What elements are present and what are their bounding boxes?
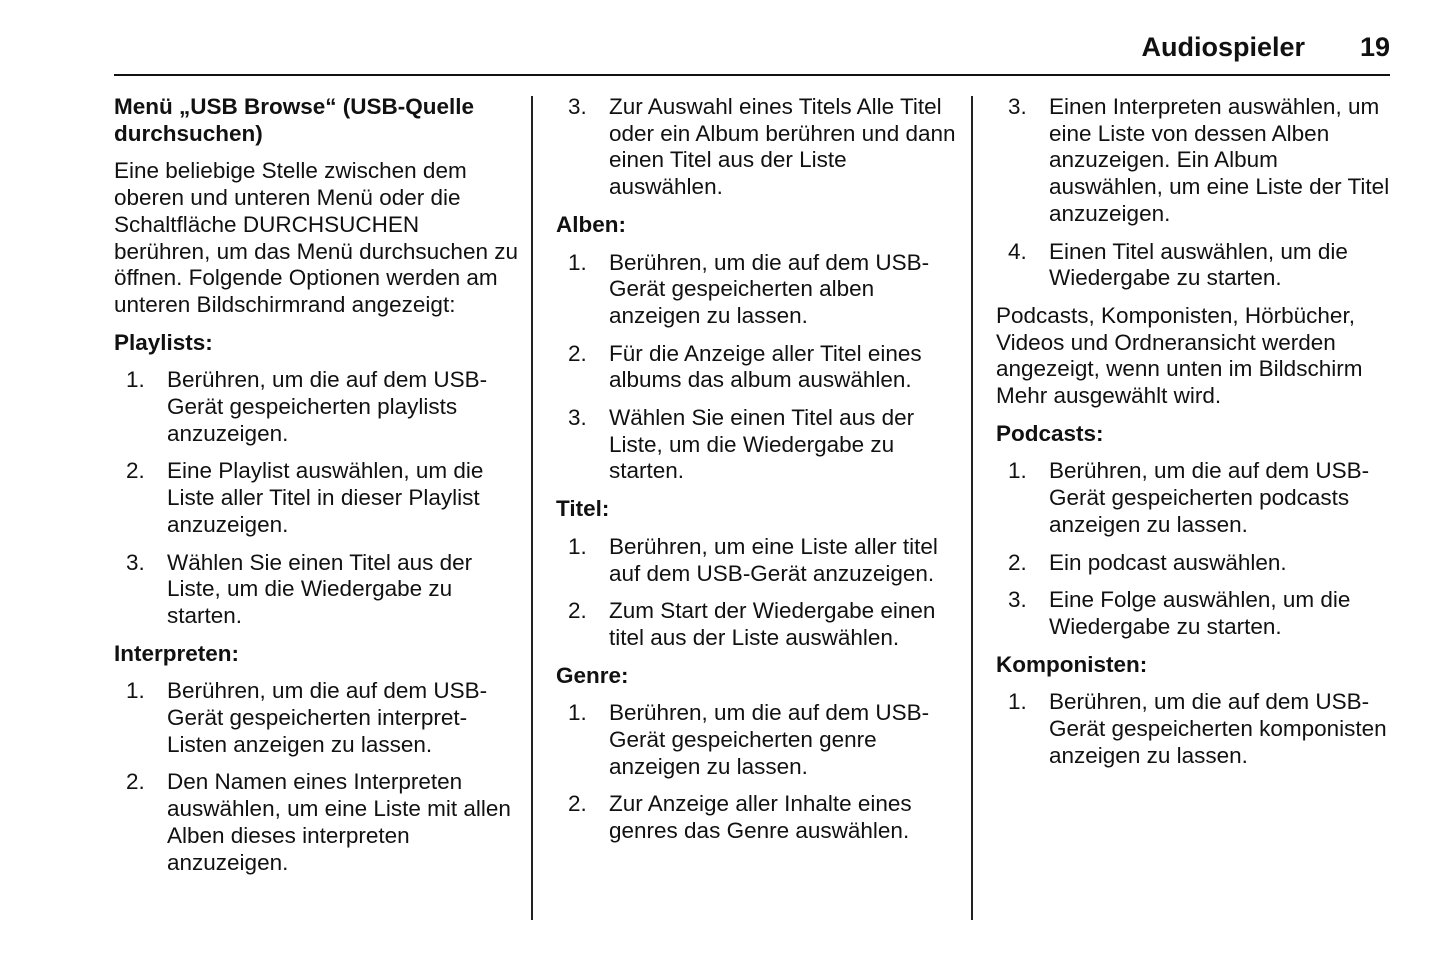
usb-browse-heading: Menü „USB Browse“ (USB-Quelle durchsuchen) <box>114 94 475 146</box>
page-number: 19 <box>1359 32 1390 62</box>
column-2 <box>556 94 960 856</box>
podcasts-steps <box>996 458 1396 640</box>
list-item <box>556 534 960 587</box>
step-text: Eine Folge auswählen, um die Wiedergabe zu starten. <box>1049 587 1351 639</box>
step-text: Zur Anzeige aller Inhalte eines genres das Genre auswählen. <box>609 791 912 844</box>
list-item <box>556 791 960 844</box>
playlists-heading: Playlists: <box>114 329 213 355</box>
alben-heading: Alben: <box>556 211 626 237</box>
alben-steps <box>556 250 960 486</box>
genre-steps <box>556 700 960 845</box>
step-number: 1. <box>568 700 587 726</box>
step-text: Berühren, um die auf dem USB-Gerät gespeicherten playlists anzuzeigen. <box>167 367 488 446</box>
step-number: 3. <box>1008 587 1027 613</box>
list-item <box>556 700 960 780</box>
step-number: 2. <box>568 340 587 366</box>
step-text: Berühren, um die auf dem USB-Gerät gespeicherten komponisten anzeigen zu lassen. <box>1049 689 1387 768</box>
genre-heading: Genre: <box>556 662 629 688</box>
list-item <box>996 587 1396 640</box>
step-number: 3. <box>126 549 145 575</box>
step-number: 2. <box>126 769 145 795</box>
column-divider <box>971 96 973 920</box>
list-item <box>996 550 1396 577</box>
step-number: 2. <box>568 791 587 817</box>
step-text: Eine Playlist auswählen, um die Liste aller Titel in dieser Playlist anzuzeigen. <box>167 458 484 537</box>
interpreten-steps-continued <box>556 94 960 201</box>
list-item <box>996 689 1396 769</box>
more-options-note: Podcasts, Komponisten, Hörbücher, Videos und Ordneransicht werden angezeigt, wenn unten im Bildschirm Mehr ausgewählt wird. <box>996 302 1363 409</box>
list-item <box>996 94 1396 228</box>
list-item <box>556 250 960 330</box>
step-number: 2. <box>126 458 145 484</box>
list-item <box>556 405 960 485</box>
step-number: 3. <box>1008 94 1027 119</box>
step-number: 3. <box>568 94 587 119</box>
step-text: Zur Auswahl eines Titels Alle Titel oder ein Album berühren und dann einen Titel aus der Liste auswählen. <box>609 94 956 200</box>
step-number: 1. <box>126 678 145 704</box>
interpreten-heading: Interpreten: <box>114 640 240 666</box>
page-header <box>114 28 1390 76</box>
step-text: Berühren, um die auf dem USB-Gerät gespeicherten alben anzeigen zu lassen. <box>609 249 930 328</box>
step-text: Den Namen eines Interpreten auswählen, um eine Liste mit allen Alben dieses interpreten anzuzeigen. <box>167 769 511 875</box>
interpreten-steps-continued <box>996 94 1396 292</box>
step-text: Ein podcast auswählen. <box>1049 549 1287 575</box>
podcasts-heading: Podcasts: <box>996 420 1104 446</box>
column-divider <box>531 96 533 920</box>
step-text: Einen Interpreten auswählen, um eine Liste von dessen Alben anzuzeigen. Ein Album auswählen, um eine Liste der Titel anzuzeigen. <box>1049 94 1390 226</box>
list-item <box>114 769 518 876</box>
intro-paragraph: Eine beliebige Stelle zwischen dem oberen und unteren Menü oder die Schaltfläche DURCHSUCHEN berühren, um das Menü durchsuchen zu öffnen. Folgende Optionen werden am unteren Bildschirmrand angezeigt: <box>114 158 518 317</box>
list-item <box>114 678 518 758</box>
list-item <box>114 550 518 630</box>
step-text: Einen Titel auswählen, um die Wiedergabe zu starten. <box>1049 238 1348 291</box>
list-item <box>996 458 1396 538</box>
step-text: Berühren, um die auf dem USB-Gerät gespeicherten interpret-Listen anzeigen zu lassen. <box>167 678 488 757</box>
list-item <box>114 458 518 538</box>
step-number: 1. <box>568 533 587 559</box>
step-text: Zum Start der Wiedergabe einen titel aus der Liste auswählen. <box>609 598 936 650</box>
step-number: 1. <box>568 249 587 275</box>
komponisten-heading: Komponisten: <box>996 651 1148 677</box>
step-text: Berühren, um die auf dem USB-Gerät gespeicherten genre anzeigen zu lassen. <box>609 700 930 779</box>
step-number: 3. <box>568 405 587 431</box>
step-number: 1. <box>1008 458 1027 484</box>
list-item <box>556 598 960 651</box>
section-title: Audiospieler <box>1141 32 1305 62</box>
step-text: Berühren, um die auf dem USB-Gerät gespeicherten podcasts anzeigen zu lassen. <box>1049 458 1370 537</box>
list-item <box>114 367 518 447</box>
step-number: 2. <box>1008 549 1027 575</box>
step-number: 1. <box>126 367 145 393</box>
step-text: Wählen Sie einen Titel aus der Liste, um die Wiedergabe zu starten. <box>167 549 473 628</box>
titel-steps <box>556 534 960 652</box>
step-text: Für die Anzeige aller Titel eines albums das album auswählen. <box>609 340 922 393</box>
list-item <box>556 94 960 201</box>
interpreten-steps <box>114 678 518 876</box>
playlists-steps <box>114 367 518 629</box>
step-number: 4. <box>1008 238 1027 264</box>
step-text: Berühren, um eine Liste aller titel auf dem USB-Gerät anzuzeigen. <box>609 533 938 586</box>
list-item <box>556 341 960 394</box>
column-3 <box>996 94 1396 780</box>
step-number: 2. <box>568 598 587 624</box>
step-number: 1. <box>1008 689 1027 715</box>
column-1 <box>114 94 518 887</box>
titel-heading: Titel: <box>556 496 610 522</box>
step-text: Wählen Sie einen Titel aus der Liste, um die Wiedergabe zu starten. <box>609 405 915 484</box>
list-item <box>996 239 1396 292</box>
komponisten-steps <box>996 689 1396 769</box>
